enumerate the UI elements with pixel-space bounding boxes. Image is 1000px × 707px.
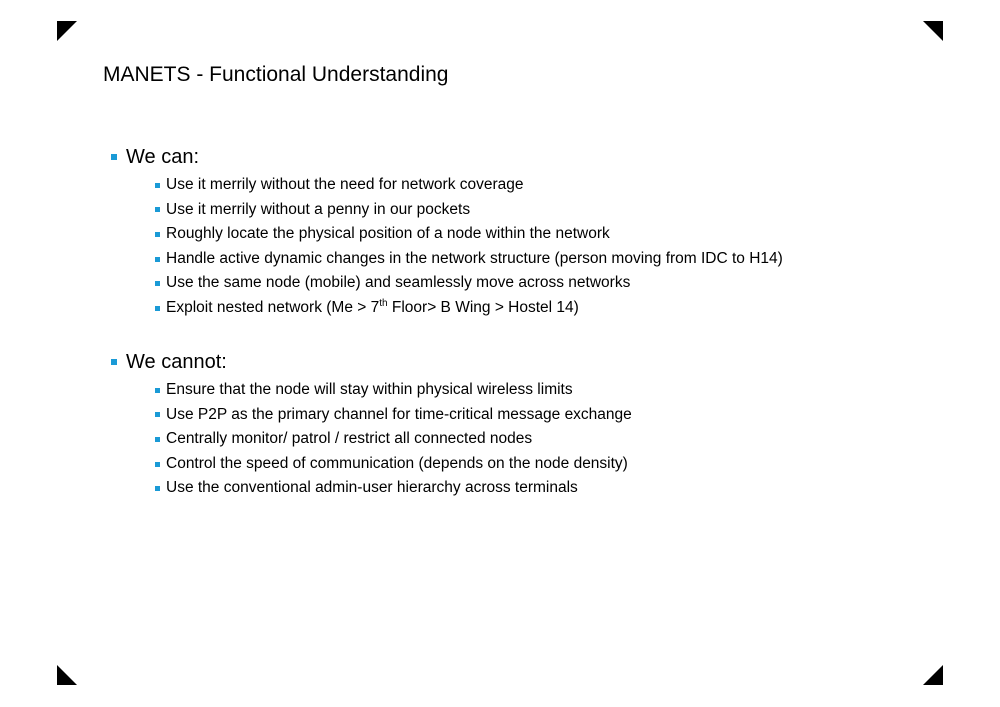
list-item-text	[166, 296, 579, 321]
square-bullet-icon	[155, 232, 160, 237]
square-bullet-icon	[155, 388, 160, 393]
list-item-text: Use the conventional admin-user hierarchy across terminals	[166, 479, 578, 497]
square-bullet-icon	[155, 412, 160, 417]
list-item	[155, 378, 632, 403]
ordinal-superscript: th	[379, 297, 388, 309]
text-part-after: Floor> B Wing > Hostel 14)	[387, 298, 579, 316]
square-bullet-icon	[155, 257, 160, 262]
corner-mark-top-left	[57, 21, 77, 41]
list-item	[155, 427, 632, 452]
square-bullet-icon	[155, 207, 160, 212]
square-bullet-icon	[155, 281, 160, 286]
corner-mark-top-right	[923, 21, 943, 41]
list-item-text: Use it merrily without the need for network coverage	[166, 176, 524, 193]
corner-mark-bottom-left	[57, 665, 77, 685]
section-we-cannot	[111, 350, 632, 501]
square-bullet-icon	[155, 437, 160, 442]
text-part-before: Exploit nested network (Me > 7	[166, 298, 380, 316]
section-heading-text: We cannot:	[126, 351, 227, 373]
list-item-nested-network	[155, 296, 783, 321]
list-item-text: Use the same node (mobile) and seamlessly move across networks	[166, 274, 631, 292]
list-item	[155, 198, 783, 223]
section-heading	[111, 145, 783, 169]
bullet-list	[111, 173, 783, 321]
corner-mark-bottom-right	[923, 665, 943, 685]
list-item-text: Roughly locate the physical position of a node within the network	[166, 225, 610, 243]
list-item	[155, 173, 783, 198]
square-bullet-icon	[155, 462, 160, 467]
slide-title: MANETS - Functional Understanding	[103, 63, 449, 86]
list-item	[155, 222, 783, 247]
list-item	[155, 271, 783, 296]
section-heading-text: We can:	[126, 146, 199, 168]
list-item	[155, 403, 632, 428]
bullet-list	[111, 378, 632, 501]
list-item-text: Ensure that the node will stay within physical wireless limits	[166, 381, 573, 398]
square-bullet-icon	[111, 359, 117, 365]
square-bullet-icon	[155, 306, 160, 311]
square-bullet-icon	[155, 183, 160, 188]
list-item	[155, 476, 632, 501]
list-item	[155, 452, 632, 477]
list-item-text: Handle active dynamic changes in the network structure (person moving from IDC to H14)	[166, 249, 783, 267]
list-item-text: Control the speed of communication (depends on the node density)	[166, 454, 628, 472]
list-item	[155, 247, 783, 272]
list-item-text: Use it merrily without a penny in our pockets	[166, 200, 471, 218]
section-we-can	[111, 145, 783, 321]
section-heading	[111, 350, 632, 374]
square-bullet-icon	[155, 486, 160, 491]
list-item-text: Use P2P as the primary channel for time-critical message exchange	[166, 405, 632, 423]
square-bullet-icon	[111, 154, 117, 160]
list-item-text: Centrally monitor/ patrol / restrict all connected nodes	[166, 430, 533, 448]
